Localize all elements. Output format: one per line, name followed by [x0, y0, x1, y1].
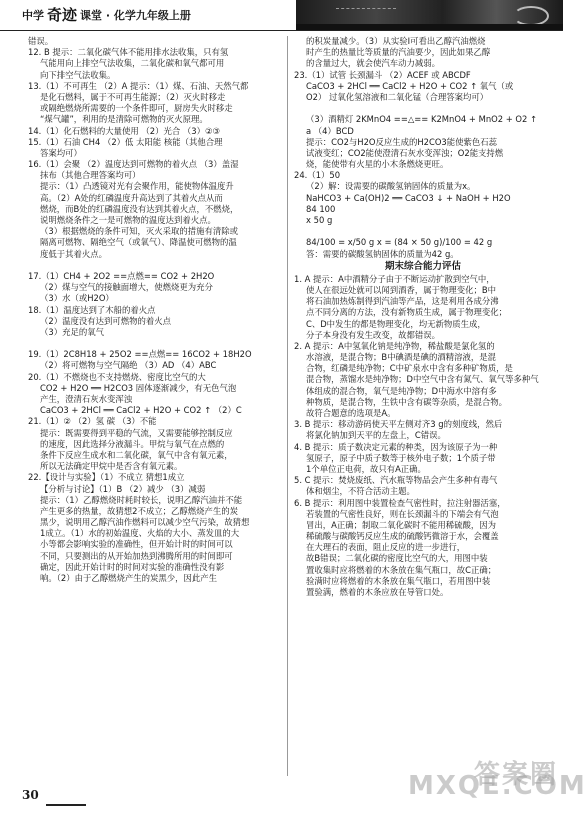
answer-line: 5. C 提示：焚烧废纸、汽水瓶等物品会产生多种有毒气: [294, 475, 498, 486]
answer-line: 度低于其着火点。: [40, 248, 107, 259]
answer-line: 24.（1）50: [294, 170, 341, 181]
answer-line: 抹布（其他合理答案均可）: [40, 170, 141, 181]
answer-line: （2）解：设需要的碳酸氢钠固体的质量为x。: [306, 181, 476, 192]
answer-line: 答案均可）: [40, 147, 82, 158]
answer-line: 种物质，是混合物，生铁中含有碳等杂质，是混合物。: [306, 396, 507, 407]
answer-line: 1个单位正电荷，故只有A正确。: [306, 463, 426, 474]
answer-line: 响。（2）由于乙醇燃烧产生的炭黑少，因此产生: [40, 573, 218, 583]
answer-line: （3）充足的氧气: [40, 326, 104, 337]
answer-line: 提示：（1）凸透镜对光有会聚作用，能使物体温度升: [40, 181, 234, 192]
answer-line: 所以无法确定甲烷中是否含有氧元素。: [40, 461, 183, 472]
answer-line: 向下排空气法收集。: [40, 69, 116, 80]
answer-line: 验满时应将燃着的木条放在集气瓶口，若用图中装: [306, 575, 491, 586]
answer-line: 水溶液，是混合物；B中碘酒是碘的酒精溶液，是混: [306, 352, 496, 363]
answer-line: 17.（1）CH4 + 2O2 ==点燃== CO2 + 2H2O: [28, 270, 215, 281]
answer-line: 22.【设计与实验】（1）不成立 猜想1成立: [28, 472, 185, 483]
answer-line: 体组成的混合物，氧气是纯净物；D中海水中溶有多: [306, 385, 497, 396]
answer-line: 或隔绝燃烧所需要的一个条件即可，厨房失火时移走: [40, 103, 233, 114]
answer-line: 将石油加热炼制得到汽油等产品，这是利用各成分沸: [306, 296, 499, 307]
answer-line: 是化石燃料，属于不可再生能源；（2）灭火时移走: [40, 91, 226, 102]
answer-line: 条件下反应生成水和二氧化碳，氧气中含有氧元素，: [40, 449, 233, 460]
answer-line: 高。（2）A处的红磷温度升高达到了其着火点从而: [40, 192, 223, 203]
answer-line: 1. A 提示：A中酒精分子由于不断运动扩散到空气中，: [294, 273, 495, 284]
answer-line: 6. B 提示：利用图中装置检查气密性时，拉注射器活塞，: [294, 497, 506, 508]
answer-line: 【分析与讨论】（1）B （2）减少 （3）减弱: [40, 483, 206, 494]
answer-line: （2）温度没有达到可燃物的着火点: [40, 315, 171, 326]
answer-line: “煤气罐”，利用的是清除可燃物的灭火原理。: [40, 114, 208, 125]
answer-line: 说明燃烧条件之一是可燃物的温度达到着火点。: [40, 215, 216, 225]
column-divider: [287, 36, 288, 776]
answer-line: 13.（1）不可再生 （2）A 提示：（1）煤、石油、天然气都: [28, 80, 249, 91]
answer-line: 点不同分离的方法，没有新物质生成，属于物理变化；: [306, 307, 507, 318]
answer-line: 23.（1）试管 长颈漏斗 （2）ACEF 或 ABCDF: [294, 69, 471, 80]
answer-line: 将氯化钠加到天平的左盘上，C错误。: [306, 430, 446, 441]
answer-line: 提示：既需要得到平稳的气流，又需要能够控制反应: [40, 427, 233, 438]
answer-line: 20.（1）不燃烧也不支持燃烧、密度比空气的大: [28, 371, 206, 382]
answer-line: 燃烧，而B处的红磷温度没有达到其着火点，不燃烧，: [40, 203, 239, 214]
answer-line: x 50 g: [306, 215, 333, 225]
answer-line: NaHCO3 + Ca(OH)2 ══ CaCO3 ↓ + NaOH + H2O: [306, 192, 511, 203]
answer-line: a （4）BCD: [306, 125, 354, 136]
answer-line: 冒出，A正确；制取二氧化碳时不能用稀硫酸，因为: [306, 519, 496, 530]
answer-line: 混合物，蒸馏水是纯净物；D中空气中含有氮气、氧气等多种气: [306, 374, 539, 385]
answer-line: 分子本身没有发生改变，故都错误。: [306, 329, 440, 340]
answer-line: 不同，只要测出的从开始加热到沸腾所用的时间即可: [40, 550, 233, 561]
answer-line: （2）煤与空气的接触面增大，使燃烧更为充分: [40, 282, 213, 293]
answer-line: [294, 226, 552, 237]
answer-line: 4. B 提示：质子数决定元素的种类，因为该原子为一种: [294, 441, 498, 452]
swirl-ornament-icon: [513, 6, 549, 26]
answer-line: 答：需要的碳酸氢钠固体的质量为42 g。: [306, 248, 459, 259]
answer-line: 提示：CO2与H2O反应生成的H2CO3能使紫色石蕊: [306, 136, 498, 147]
answer-line: 产生更多的热量，故猜想2不成立；乙醇燃烧产生的炭: [40, 505, 238, 516]
answer-line: 产生，澄清石灰水变浑浊: [40, 394, 133, 404]
answer-line: 故符合题意的选项是A。: [306, 408, 396, 418]
page-header: [0, 0, 563, 31]
watermark: 答案圈 MXQE.COM: [408, 760, 587, 802]
answer-line: 错误。: [28, 36, 54, 46]
decorative-stroke-icon: [336, 8, 396, 23]
answer-line: 84/100 = x/50 g x = (84 × 50 g)/100 = 42 g: [306, 237, 493, 248]
answer-line: 在大理石的表面，阻止反应的进一步进行，: [306, 542, 466, 553]
answer-line: 的积炭量减少。（3）从实验Ⅰ可看出乙醇汽油燃烧: [306, 36, 486, 46]
book-title: [22, 7, 191, 25]
answer-line: （3）根据燃烧的条件可知，灭火采取的措施有清除或: [40, 226, 238, 237]
header-band: [296, 24, 563, 30]
answer-line: 18.（1）温度达到了木船的着火点: [28, 304, 156, 315]
answer-line: 置验满，燃着的木条应放在导管口处。: [306, 587, 449, 597]
answer-line: （3）水（或H2O）: [40, 293, 114, 304]
answer-line: 试液变红；CO2能使澄清石灰水变浑浊；O2能支持燃: [306, 147, 504, 158]
answer-line: [28, 338, 286, 349]
answer-line: 12. B 提示：二氧化碳气体不能用排水法收集，只有氢: [28, 47, 229, 58]
page-number: 30: [22, 788, 39, 802]
answer-line: 氢原子，原子中质子数等于核外电子数；1个质子带: [306, 452, 496, 463]
answer-line: [294, 103, 552, 114]
answer-line: 2. A 提示：A中氢氧化钠是纯净物，稀盐酸是氯化氢的: [294, 340, 495, 351]
answer-line: 烧，能使带有火星的小木条燃烧更旺。: [306, 159, 449, 170]
answer-line: 21.（1）② （2）氢 碳 （3）不能: [28, 416, 157, 427]
answer-line: 的速度，因此选择分液漏斗。甲烷与氧气在点燃的: [40, 438, 225, 449]
answer-line: [28, 260, 286, 271]
answer-line: 确定，因此开始计时的时间对实验的准确性没有影: [40, 561, 225, 572]
answer-line: 时产生的热量比等质量的汽油要少，因此如果乙醇: [306, 47, 491, 58]
answer-line: 16.（1）会聚 （2）温度达到可燃物的着火点 （3）盖湿: [28, 159, 239, 170]
answer-line: CaCO3 + 2HCl ══ CaCl2 + H2O + CO2 ↑ （2）C: [40, 405, 242, 416]
answer-line: 14.（1）化石燃料的大量使用 （2）光合 （3）②③: [28, 125, 221, 136]
answer-line: 黑少，说明用乙醇汽油作燃料可以减少空气污染，故猜想: [40, 517, 250, 528]
answer-line: （3）酒精灯 2KMnO4 ==△== K2MnO4 + MnO2 + O2 ↑: [306, 114, 537, 125]
book-series-prefix: 中学: [22, 9, 44, 23]
answer-line: C、D中发生的都是物理变化，均无新物质生成，: [306, 318, 486, 329]
answer-line: 15.（1）石油 CH4 （2）低 太阳能 核能（其他合理: [28, 136, 223, 147]
section-title: 期末综合能力评估: [384, 260, 461, 272]
answer-line: 故B错误；二氧化碳的密度比空气的大，用图中装: [306, 553, 488, 564]
answer-line: 提示：（1）乙醇燃烧时耗时较长，说明乙醇汽油并不能: [40, 494, 243, 505]
answer-line: 的含量过大，就会使汽车动力减弱。: [306, 58, 440, 69]
answer-line: 合物，红磷是纯净物；C中矿泉水中含有多种矿物质，是: [306, 363, 513, 374]
answer-line: O2） 过氧化氢溶液和二氧化锰（合理答案均可）: [306, 91, 489, 102]
answer-line: 1成立。（1）水的初始温度、火焰的大小、蒸发皿的大: [40, 528, 240, 539]
answer-line: （2）将可燃物与空气隔绝 （3）AD （4）ABC: [40, 360, 217, 371]
answer-line: CaCO3 + 2HCl ══ CaCl2 + H2O + CO2 ↑ 氧气（或: [306, 80, 514, 91]
left-column: [28, 36, 286, 776]
answer-line: 稀硫酸与碳酸钙反应生成的硫酸钙微溶于水，会覆盖: [306, 531, 499, 542]
answer-line: 若装置的气密性良好，则在长颈漏斗的下端会有气泡: [306, 508, 499, 519]
answer-line: 3. B 提示：移动游码使天平左侧对齐3 g的刻度线，然后: [294, 419, 503, 430]
answer-line: 隔离可燃物、隔绝空气（或氧气）、降温使可燃物的温: [40, 237, 237, 248]
answer-line: 使人在很远处就可以闻到酒香，属于物理变化；B中: [306, 284, 496, 295]
answer-line: CO2 + H2O ══ H2CO3 固体逐渐减少，有无色气泡: [40, 382, 237, 393]
answer-line: 置收集时应将燃着的木条放在集气瓶口，故C正确；: [306, 564, 497, 575]
answer-line: 气能用向上排空气法收集，二氧化碳和氧气都可用: [40, 58, 225, 69]
answer-line: 19.（1）2C8H18 + 25O2 ==点燃== 16CO2 + 18H2O: [28, 349, 252, 360]
book-subtitle: 课堂 · 化学九年级上册: [80, 9, 191, 23]
header-decoration: [296, 0, 563, 30]
answer-line: 体和烟尘，不符合活动主题。: [306, 486, 415, 497]
answer-line: 84 100: [306, 203, 336, 214]
page-number-ornament: [46, 798, 86, 806]
answer-line: 小等都会影响实验的准确性，但开始计时的时间可以: [40, 539, 233, 550]
right-column: [294, 36, 552, 776]
book-logo: 奇迹: [47, 6, 78, 25]
